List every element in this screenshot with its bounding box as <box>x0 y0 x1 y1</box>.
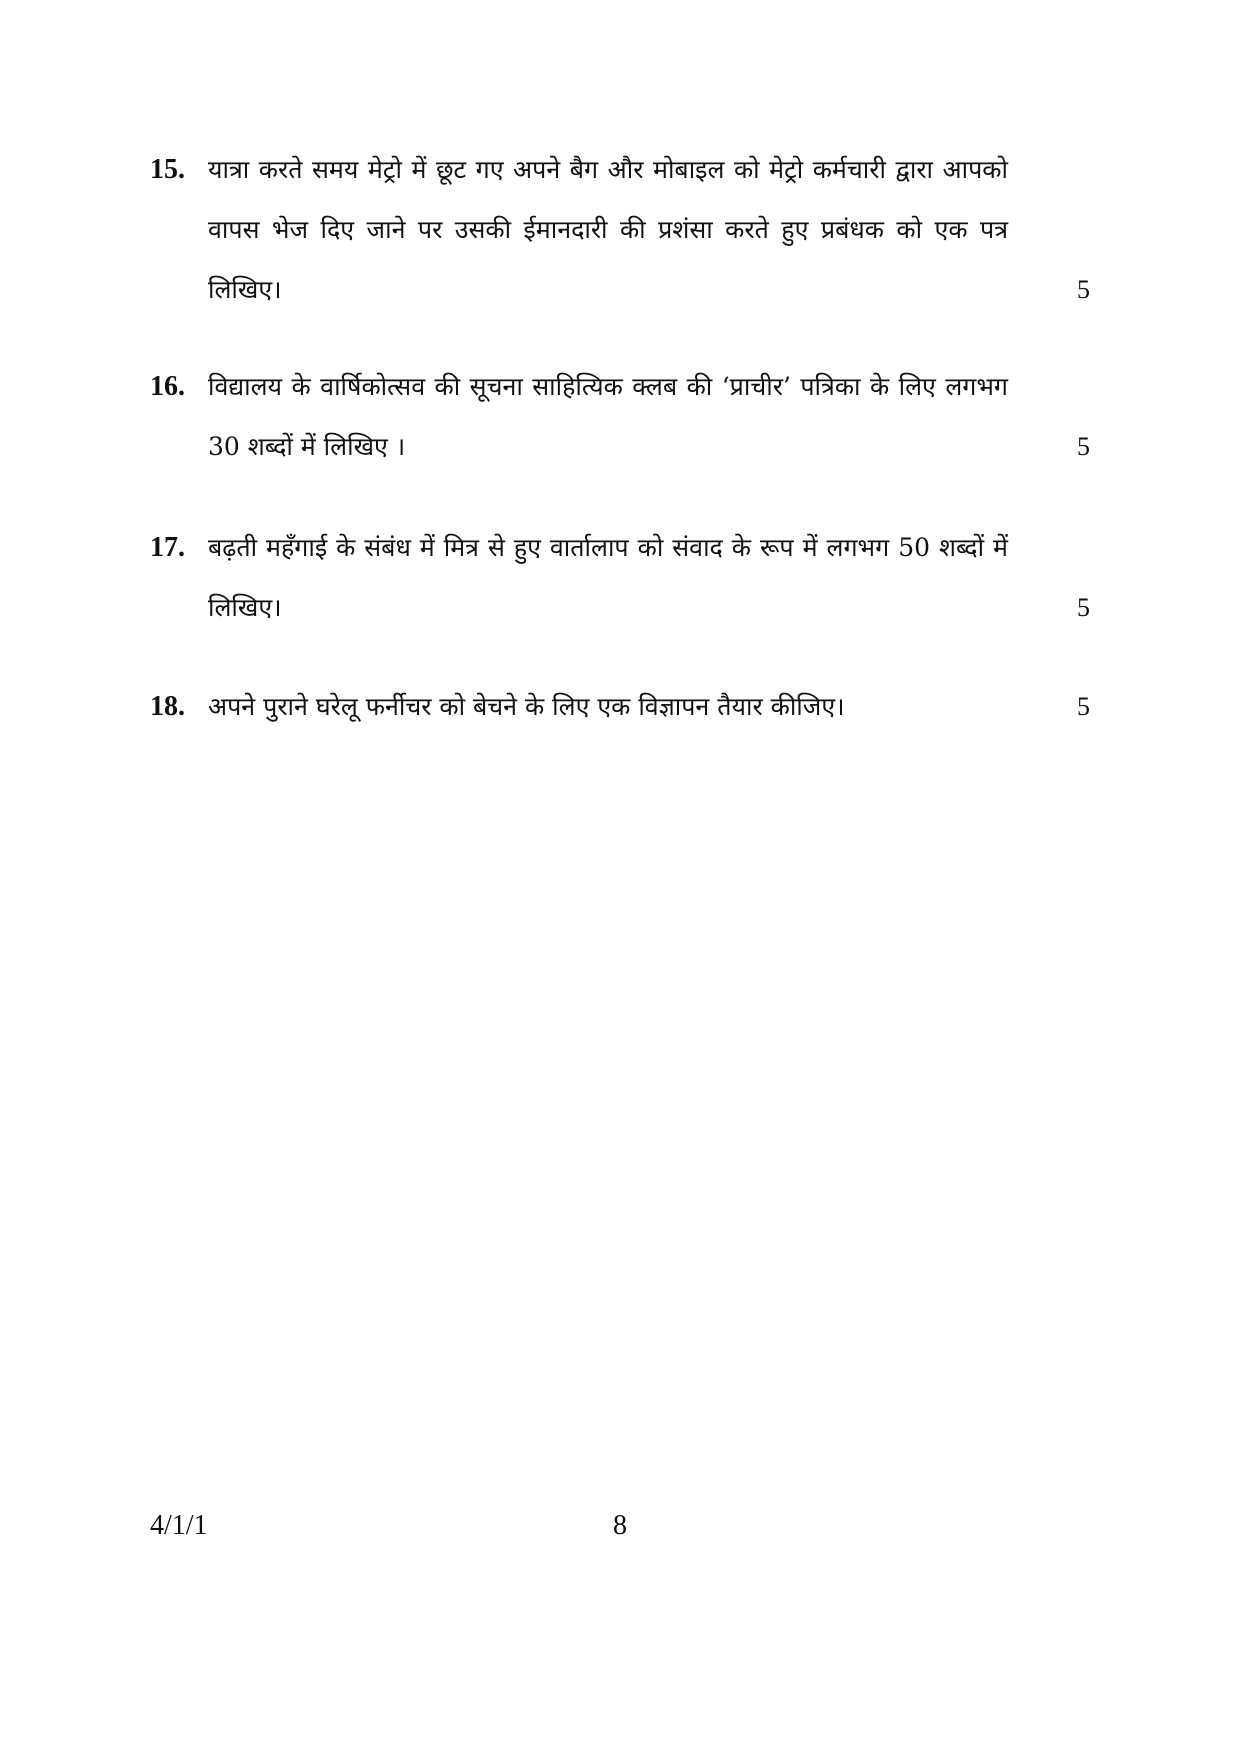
question-marks: 5 <box>1077 275 1090 304</box>
question-17 <box>150 518 1090 638</box>
question-number: 15. <box>150 154 185 185</box>
paper-code: 4/1/1 <box>150 1510 208 1541</box>
question-marks: 5 <box>1077 692 1090 721</box>
question-18 <box>150 677 1090 737</box>
question-text: यात्रा करते समय मेट्रो में छूट गए अपने बैग और मोबाइल को मेट्रो कर्मचारी द्वारा आपको वापस भेज दिए जाने पर उसकी ईमानदारी की प्रशंसा करते हुए प्रबंधक को एक पत्र लिखिए। <box>208 155 1008 304</box>
question-marks: 5 <box>1077 593 1090 622</box>
question-text: अपने पुराने घरेलू फर्नीचर को बेचने के लिए एक विज्ञापन तैयार कीजिए। <box>208 692 845 721</box>
question-number: 17. <box>150 532 185 563</box>
question-text: विद्यालय के वार्षिकोत्सव की सूचना साहित्यिक क्लब की ‘प्राचीर’ पत्रिका के लिए लगभग 30 शब्दों में लिखिए । <box>208 372 1008 461</box>
question-16 <box>150 357 1090 477</box>
question-number: 18. <box>150 691 185 722</box>
question-number: 16. <box>150 371 185 402</box>
question-15 <box>150 140 1090 320</box>
question-text: बढ़ती महँगाई के संबंध में मित्र से हुए वार्तालाप को संवाद के रूप में लगभग 50 शब्दों में लिखिए। <box>208 533 1008 622</box>
page-number: 8 <box>613 1510 627 1541</box>
question-marks: 5 <box>1077 432 1090 461</box>
